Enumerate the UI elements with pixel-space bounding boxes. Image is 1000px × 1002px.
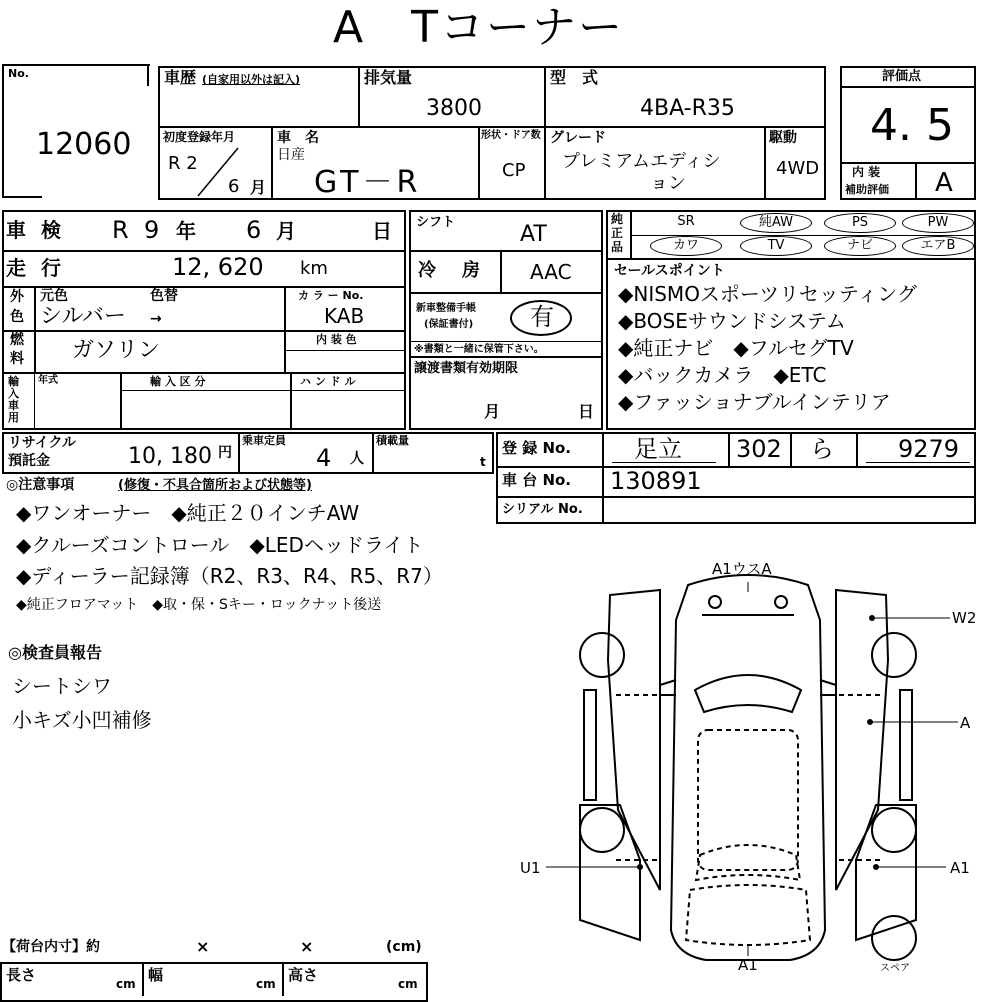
shift-value: AT (520, 222, 547, 247)
displacement-value: 3800 (426, 96, 482, 121)
transfer-label: 譲渡書類有効期限 (414, 361, 519, 376)
import-year-label: 年式 (38, 375, 58, 386)
score-value: 4. 5 (870, 100, 954, 151)
body-value: CP (502, 160, 526, 181)
interior-value: A (935, 168, 953, 198)
wheel-front-right (872, 633, 916, 677)
displacement-label: 排気量 (364, 68, 413, 87)
cargo-length-unit: cm (116, 977, 136, 991)
option-leather: カワ (650, 236, 722, 256)
color-orig-label: 元色 (40, 288, 68, 304)
shaken-day-unit: 日 (372, 219, 392, 243)
option-navi: ナビ (824, 236, 896, 256)
recycle-label-1: リサイクル (8, 435, 77, 451)
fuel-side-2: 料 (10, 351, 24, 367)
model-value: 4BA-R35 (640, 96, 735, 121)
shaken-era: R (112, 216, 129, 244)
transfer-day-unit: 日 (578, 402, 595, 421)
diagram-label-top: A1ウスA (712, 560, 772, 578)
capacity-label: 乗車定員 (242, 434, 286, 447)
shaken-month-unit: 月 (276, 219, 296, 243)
shaken-label: 車 検 (6, 218, 65, 242)
roof-area (698, 730, 798, 870)
note-small-line: ◆純正フロアマット ◆取・保・Sキー・ロックナット後送 (16, 597, 382, 613)
sales-line: ◆ファッショナブルインテリア (618, 390, 891, 414)
recycle-unit: 円 (218, 445, 232, 461)
diagram-label-right-top: W2 (952, 609, 977, 627)
load-unit: t (480, 455, 486, 469)
color-code-label: カ ラ ー No. (298, 289, 364, 302)
import-side-label: 輸入車用 (8, 375, 19, 424)
mileage-label: 走 行 (6, 256, 65, 280)
history-label: 車歴 (164, 68, 197, 87)
rear-window (696, 845, 800, 880)
cargo-unit: (cm) (386, 939, 422, 955)
cargo-width-label: 幅 (148, 966, 164, 984)
cargo-label: 【荷台内寸】約 (2, 939, 100, 955)
cargo-box (0, 962, 428, 1002)
option-ps: PS (824, 213, 896, 233)
spare-tire (872, 916, 916, 960)
notes-heading-sub: (修復・不具合箇所および状態等) (118, 478, 312, 493)
recycle-value: 10, 180 (128, 444, 212, 469)
trunk-area (686, 885, 810, 945)
note-line: ◆クルーズコントロール ◆LEDヘッドライト (16, 533, 424, 557)
note-line: ◆ワンオーナー ◆純正２０インチAW (16, 501, 360, 525)
interior-color-label: 内 装 色 (316, 333, 357, 346)
first-reg-month-unit: 月 (250, 178, 267, 197)
option-pw: PW (902, 213, 974, 233)
wheel-rear-left (580, 808, 624, 852)
recycle-label-2: 預託金 (8, 453, 50, 469)
cargo-height-label: 高さ (288, 966, 319, 984)
body-label: 形状・ドア数 (481, 130, 541, 141)
page-title: A Tコーナー (333, 2, 624, 53)
score-label: 評価点 (882, 69, 922, 84)
color-arrow: → (150, 311, 162, 327)
registration-kana: ら (810, 435, 834, 463)
cargo-width-unit: cm (256, 977, 276, 991)
option-tv: TV (740, 236, 812, 256)
model-label: 型 式 (550, 68, 599, 87)
first-reg-month: 6 (228, 176, 240, 197)
lot-number-label: No. (8, 67, 29, 80)
load-label: 積載量 (376, 434, 409, 447)
windshield (695, 675, 801, 712)
history-sub: (自家用以外は記入) (202, 73, 301, 86)
registration-place: 足立 (634, 435, 682, 463)
drive-label: 駆動 (769, 130, 797, 146)
registration-class: 302 (736, 435, 782, 463)
registration-number: 9279 (898, 435, 960, 463)
wheel-front-left (580, 633, 624, 677)
option-sr: SR (677, 214, 695, 229)
option-genuine-aw: 純AW (740, 213, 812, 233)
serial-label: シリアル No. (502, 502, 583, 517)
car-body-outline (671, 575, 825, 960)
shaken-year-unit: 年 (176, 219, 196, 243)
import-handle-label: ハ ン ド ル (300, 375, 356, 388)
lot-number: 12060 (36, 127, 132, 162)
manual-value: 有 (530, 303, 554, 331)
grade-line1: プレミアムエディシ (562, 151, 721, 172)
fuel-value: ガソリン (72, 338, 161, 363)
inspector-heading: ◎検査員報告 (8, 643, 102, 662)
mileage-value: 12, 620 (172, 253, 264, 281)
note-line: ◆ディーラー記録簿（R2、R3、R4、R5、R7） (16, 564, 443, 588)
color-change-label: 色替 (150, 288, 178, 304)
diagram-label-right-bottom: A1 (950, 859, 970, 877)
car-name-label: 車 名 (277, 130, 319, 146)
ac-label: 冷 房 (418, 260, 484, 281)
drive-value: 4WD (776, 158, 820, 179)
capacity-unit: 人 (350, 451, 364, 467)
color-side-1: 外 (10, 289, 24, 305)
interior-label-1: 内 装 (852, 165, 881, 179)
spare-label: スペア (880, 963, 910, 974)
fuel-side-1: 燃 (10, 332, 24, 348)
cargo-times-2: × (300, 937, 314, 956)
cargo-times-1: × (196, 937, 210, 956)
color-value: シルバー (40, 304, 126, 329)
car-maker: 日産 (277, 147, 305, 163)
first-reg-label: 初度登録年月 (163, 130, 236, 144)
ac-value: AAC (530, 260, 572, 284)
capacity-value: 4 (316, 444, 332, 472)
mileage-unit: km (300, 258, 328, 279)
sales-label: セールスポイント (614, 263, 725, 279)
shaken-year: 9 (144, 216, 160, 244)
sales-line: ◆NISMOスポーツリセッティング (618, 282, 917, 306)
sales-line: ◆BOSEサウンドシステム (618, 309, 846, 333)
manual-note: ※書類と一緒に保管下さい。 (414, 344, 544, 355)
cargo-length-label: 長さ (6, 966, 37, 984)
sales-line: ◆純正ナビ ◆フルセグTV (618, 336, 854, 360)
transfer-month-unit: 月 (484, 402, 501, 421)
color-code: KAB (324, 304, 365, 328)
car-damage-diagram (520, 560, 1000, 980)
car-name-value: GT－R (314, 165, 422, 200)
sales-line: ◆バックカメラ ◆ETC (618, 363, 827, 387)
notes-heading: ◎注意事項 (6, 477, 75, 493)
genuine-side-label: 純正品 (611, 212, 624, 254)
shift-label: シフト (416, 215, 456, 230)
diagram-label-left-bottom: U1 (520, 859, 541, 877)
grade-label: グレード (550, 130, 606, 146)
interior-label-2: 補助評価 (845, 183, 889, 196)
lot-number-box (2, 64, 152, 198)
inspector-line: シートシワ (12, 674, 112, 698)
chassis-value: 130891 (610, 467, 702, 495)
inspector-line: 小キズ小凹補修 (12, 708, 152, 732)
first-reg-year: R 2 (168, 153, 198, 174)
import-kind-label: 輸 入 区 分 (150, 375, 206, 388)
manual-label-1: 新車整備手帳 (416, 303, 476, 314)
diagram-label-right-mid: A (960, 714, 971, 732)
diagram-label-bottom: A1 (738, 956, 758, 974)
grade-line2: ョン (650, 173, 686, 194)
cargo-height-unit: cm (398, 977, 418, 991)
color-side-2: 色 (10, 309, 24, 325)
option-airbag: エアB (902, 236, 974, 256)
shaken-month: 6 (246, 216, 262, 244)
manual-label-2: (保証書付) (424, 319, 474, 330)
registration-label: 登 録 No. (502, 439, 572, 457)
chassis-label: 車 台 No. (502, 471, 572, 489)
wheel-rear-right (872, 808, 916, 852)
